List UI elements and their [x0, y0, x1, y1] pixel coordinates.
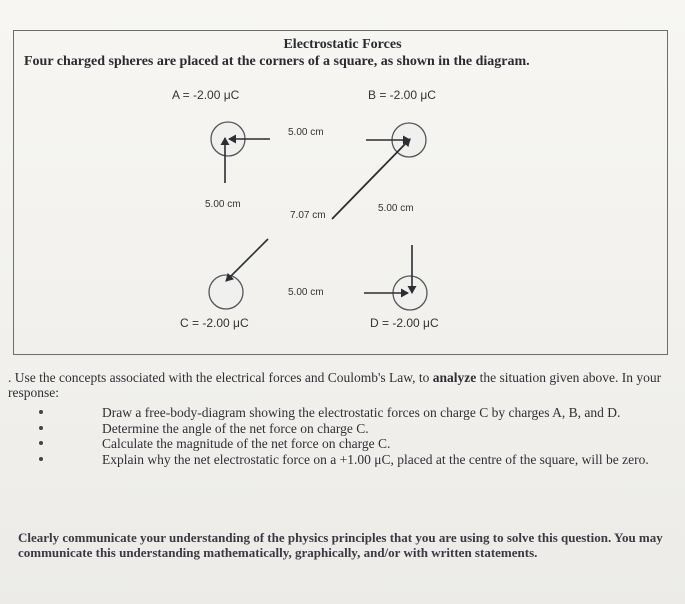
- question-number: .: [8, 370, 12, 385]
- task-text: Explain why the net electrostatic force on a +1.00 μC, placed at the centre of the square, will be zero.: [102, 451, 649, 467]
- bullet-icon: [39, 457, 43, 461]
- task-list: [34, 406, 664, 468]
- problem-statement: Four charged spheres are placed at the corners of a square, as shown in the diagram.: [24, 54, 530, 69]
- diagonal-length: 7.07 cm: [290, 210, 326, 221]
- top-side-length: 5.00 cm: [288, 127, 324, 138]
- bullet-icon: [39, 410, 43, 414]
- task-text: Determine the angle of the net force on charge C.: [102, 420, 369, 436]
- left-side-length: 5.00 cm: [205, 199, 241, 210]
- right-side-length: 5.00 cm: [378, 203, 414, 214]
- list-item: [34, 406, 664, 421]
- list-item: [34, 437, 664, 452]
- force-arrow-b-diagonal: [332, 139, 410, 219]
- task-text: Draw a free-body-diagram showing the electrostatic forces on charge C by charges A, B, and D.: [102, 405, 621, 420]
- communication-note: Clearly communicate your understanding of the physics principles that you are using to solve this question. You may communicate this understanding mathematically, graphically, and/or with written statements.: [18, 530, 663, 560]
- task-text: Calculate the magnitude of the net force on charge C.: [102, 436, 391, 451]
- charge-b-label: B = -2.00 μC: [368, 88, 436, 102]
- charge-d-label: D = -2.00 μC: [370, 316, 439, 330]
- page-title: Electrostatic Forces: [283, 37, 402, 52]
- bullet-icon: [39, 426, 43, 430]
- charge-c-label: C = -2.00 μC: [180, 316, 249, 330]
- force-arrow-c-diagonal: [226, 239, 268, 281]
- question-intro-bold: analyze: [432, 370, 477, 385]
- list-item: [34, 422, 664, 437]
- list-item: [34, 453, 664, 468]
- charge-a-label: A = -2.00 μC: [172, 88, 240, 102]
- bullet-icon: [39, 441, 43, 445]
- question-intro-part1: Use the concepts associated with the electrical forces and Coulomb's Law, to: [14, 370, 433, 385]
- question-intro: [8, 370, 678, 400]
- bottom-side-length: 5.00 cm: [288, 287, 324, 298]
- question-intro-part2: the situation given above. In your response:: [8, 370, 662, 400]
